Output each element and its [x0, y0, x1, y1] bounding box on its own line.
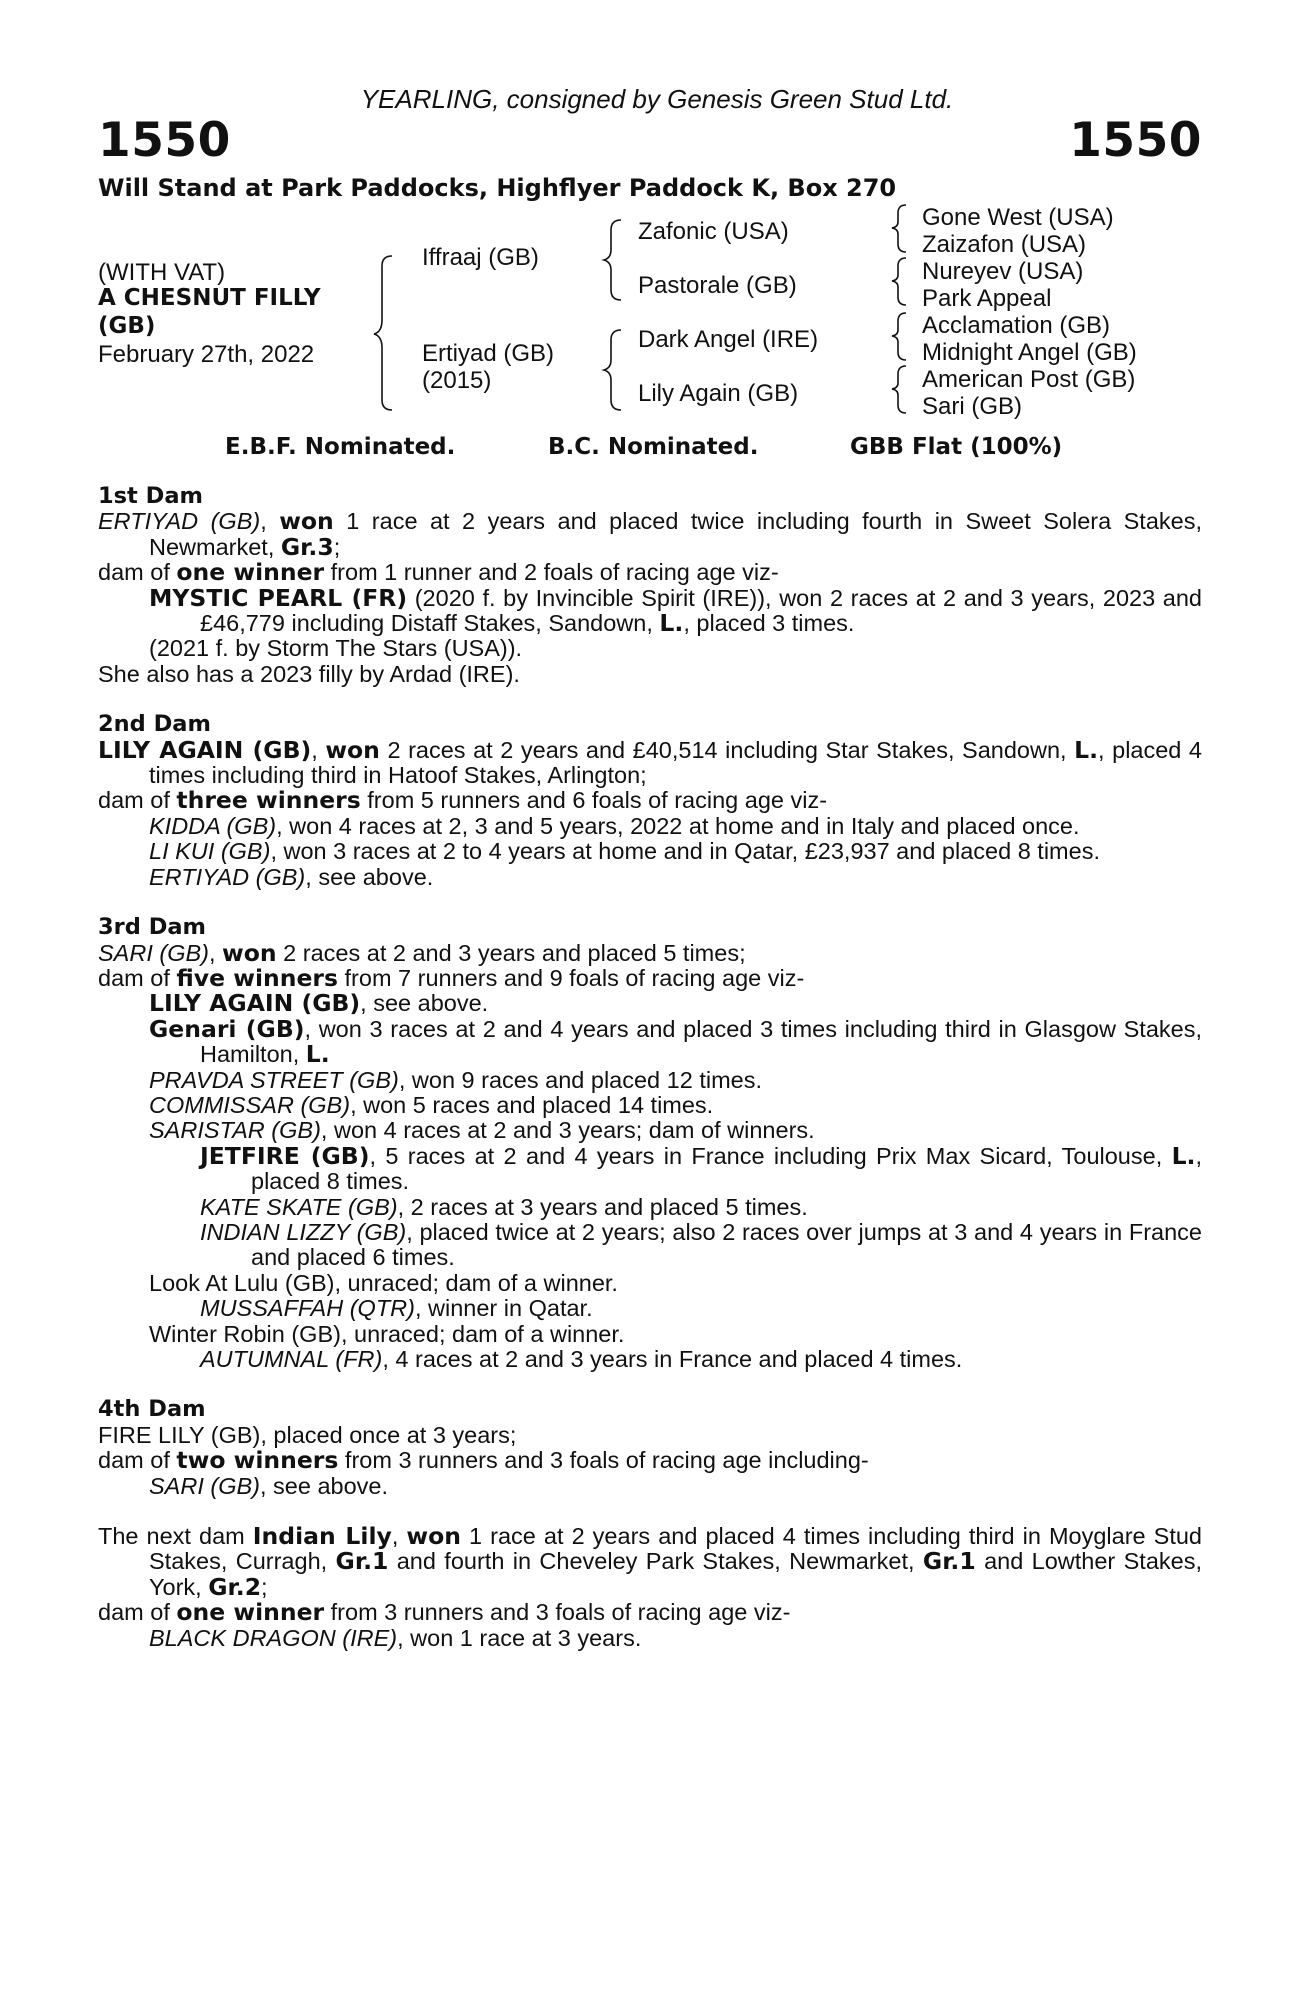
produce-record — [98, 484, 1202, 1676]
dam-record: LILY AGAIN (GB), won 2 races at 2 years and £40,514 including Star Stakes, Sandown, L., placed 4 times including third in Hatoof Stakes, Arlington; — [98, 735, 1203, 789]
section-heading: 1st Dam — [98, 483, 203, 509]
dam-produce-summary: dam of one winner from 3 runners and 3 foals of racing age viz- — [98, 1598, 791, 1627]
dam-record: SARI (GB), won 2 races at 2 and 3 years and placed 5 times; — [98, 938, 746, 967]
produce-entry: MYSTIC PEARL (FR) (2020 f. by Invincible Spirit (IRE)), won 2 races at 2 and 3 years, 2023 and £46,779 including Distaff Stakes, Sandown, L., placed 3 times. — [149, 583, 1202, 638]
first-dam-section — [98, 484, 1202, 687]
dam-record: The next dam Indian Lily, won 1 race at 2 years and placed 4 times including third in Moyglare Stud Stakes, Curragh, Gr.1 and fourth in Cheveley Park Stakes, Newmarket, Gr.1 and Lowther Stakes, York, Gr.2; — [98, 1522, 1202, 1601]
dam-record: FIRE LILY (GB), placed once at 3 years; — [98, 1421, 517, 1448]
vat-note: (WITH VAT) — [98, 259, 226, 286]
pedigree-dam-sire: Dark Angel (IRE) — [638, 326, 819, 353]
produce-entry: BLACK DRAGON (IRE), won 1 race at 3 years. — [149, 1624, 642, 1651]
pedigree-dss: Acclamation (GB) — [922, 312, 1111, 339]
section-heading: 4th Dam — [98, 1396, 206, 1423]
third-dam-section — [98, 915, 1202, 1372]
lot-name-line2: (GB) — [98, 313, 156, 339]
pedigree-sds: Nureyev (USA) — [922, 258, 1084, 285]
dam-produce-summary: dam of one winner from 1 runner and 2 foals of racing age viz- — [98, 558, 779, 587]
pedigree-dam-dam: Lily Again (GB) — [638, 380, 799, 407]
produce-entry: AUTUMNAL (FR), 4 races at 2 and 3 years in France and placed 4 times. — [200, 1346, 963, 1372]
next-dam-section — [98, 1524, 1202, 1651]
pedigree-sire: Iffraaj (GB) — [422, 244, 539, 271]
produce-note: She also has a 2023 filly by Ardad (IRE). — [98, 660, 520, 687]
pedigree-sdd: Park Appeal — [922, 285, 1052, 312]
produce-entry: MUSSAFFAH (QTR), winner in Qatar. — [200, 1295, 593, 1322]
produce-entry: KATE SKATE (GB), 2 races at 3 years and placed 5 times. — [200, 1193, 808, 1220]
stabling-location: Will Stand at Park Paddocks, Highflyer Paddock K, Box 270 — [98, 174, 897, 202]
produce-entry: JETFIRE (GB), 5 races at 2 and 4 years in France including Prix Max Sicard, Toulouse, L., placed 8 times. — [200, 1141, 1203, 1195]
produce-entry: INDIAN LIZZY (GB), placed twice at 2 years; also 2 races over jumps at 3 and 4 years in France and placed 6 times. — [200, 1218, 1202, 1271]
produce-entry: Winter Robin (GB), unraced; dam of a winner. — [149, 1320, 625, 1347]
produce-entry: LILY AGAIN (GB), see above. — [149, 989, 489, 1018]
gbb-nomination: GBB Flat (100%) — [850, 434, 1063, 460]
produce-entry: PRAVDA STREET (GB), won 9 races and placed 12 times. — [149, 1066, 762, 1093]
section-heading: 3rd Dam — [98, 914, 206, 941]
lot-name-line1: A CHESNUT FILLY — [98, 285, 321, 311]
pedigree-ddd: Sari (GB) — [922, 393, 1023, 420]
lot-number-left: 1550 — [98, 113, 231, 168]
produce-entry: (2021 f. by Storm The Stars (USA)). — [149, 635, 523, 662]
produce-entry: SARISTAR (GB), won 4 races at 2 and 3 years; dam of winners. — [149, 1117, 815, 1144]
dam-produce-summary: dam of five winners from 7 runners and 9 foals of racing age viz- — [98, 963, 805, 992]
produce-entry: Genari (GB), won 3 races at 2 and 4 years and placed 3 times including third in Glasgow Stakes, Hamilton, L. — [149, 1014, 1202, 1069]
foaling-date: February 27th, 2022 — [98, 341, 315, 368]
consignment-line: YEARLING, consigned by Genesis Green Stud Ltd. — [360, 84, 954, 114]
pedigree-sire-sire: Zafonic (USA) — [638, 218, 789, 245]
bc-nomination: B.C. Nominated. — [548, 434, 759, 460]
dam-produce-summary: dam of three winners from 5 runners and 6 foals of racing age viz- — [98, 786, 828, 815]
pedigree-dam: Ertiyad (GB) — [422, 340, 555, 367]
pedigree-ssd: Zaizafon (USA) — [922, 231, 1087, 258]
dam-record: ERTIYAD (GB), won 1 race at 2 years and placed twice including fourth in Sweet Solera Stakes, Newmarket, Gr.3; — [98, 507, 1202, 561]
dam-produce-summary: dam of two winners from 3 runners and 3 foals of racing age including- — [98, 1446, 869, 1475]
pedigree-dsd: Midnight Angel (GB) — [922, 339, 1137, 366]
pedigree-dam-year: (2015) — [422, 367, 492, 394]
pedigree-sire-dam: Pastorale (GB) — [638, 272, 797, 299]
produce-entry: SARI (GB), see above. — [149, 1472, 389, 1499]
produce-entry: ERTIYAD (GB), see above. — [149, 863, 434, 890]
produce-entry: KIDDA (GB), won 4 races at 2, 3 and 5 years, 2022 at home and in Italy and placed once. — [149, 812, 1080, 839]
produce-entry: LI KUI (GB), won 3 races at 2 to 4 years at home and in Qatar, £23,937 and placed 8 times. — [149, 838, 1100, 865]
fourth-dam-section — [98, 1397, 1202, 1499]
pedigree-sss: Gone West (USA) — [922, 204, 1114, 231]
pedigree-dds: American Post (GB) — [922, 366, 1136, 393]
produce-entry: COMMISSAR (GB), won 5 races and placed 14 times. — [149, 1091, 714, 1118]
lot-number-right: 1550 — [1069, 113, 1202, 168]
produce-entry: Look At Lulu (GB), unraced; dam of a winner. — [149, 1269, 618, 1296]
ebf-nomination: E.B.F. Nominated. — [225, 434, 456, 460]
second-dam-section — [98, 712, 1202, 890]
section-heading: 2nd Dam — [98, 711, 211, 738]
